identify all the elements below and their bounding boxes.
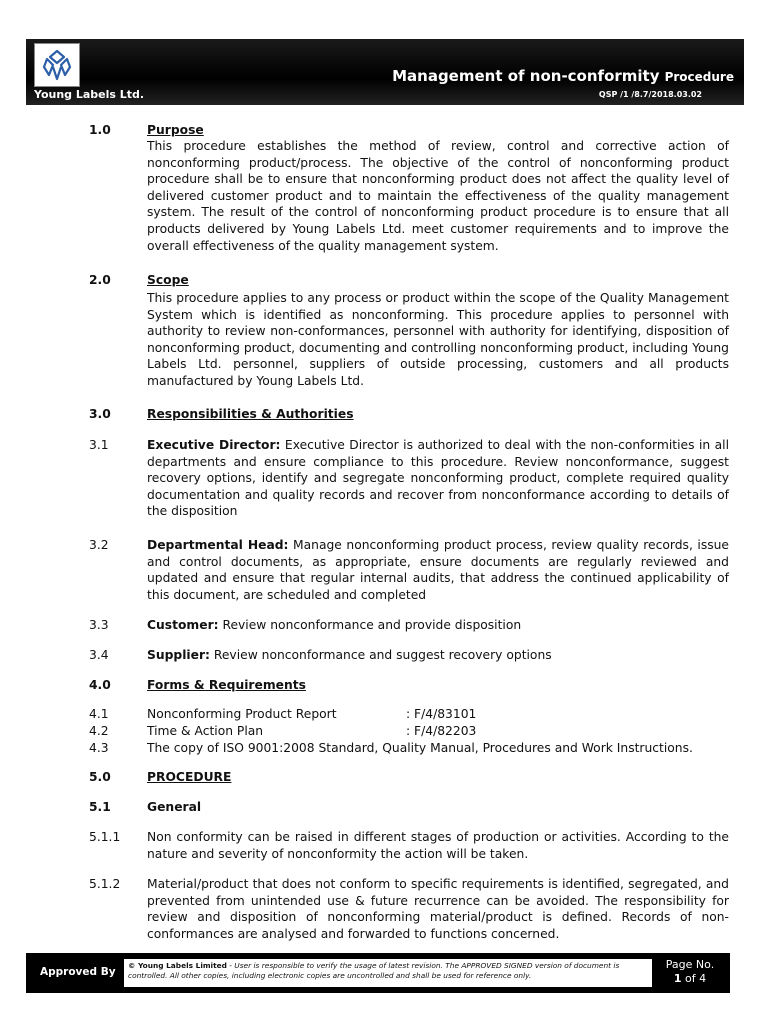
document-type: Procedure	[664, 70, 734, 84]
clause-text: Non conformity can be raised in different stages of production or activities. According to the nature and severity of nonconformity the action will be taken.	[147, 830, 729, 861]
document-reference: QSP /1 /8.7/2018.03.02	[598, 90, 702, 99]
role-label: Departmental Head:	[147, 538, 289, 552]
role-description: Executive Director is authorized to deal with the non-conformities in all departments and ensure compliance to this procedure. Review nonconformance, suggest recovery options, identify and segregate nonconforming product, complete required quality documentation and quality records and recover from nonconformance according to details of the disposition	[147, 438, 730, 519]
role-label: Customer:	[147, 618, 219, 632]
subsection-heading-general: General	[147, 800, 202, 814]
page-title	[392, 66, 734, 85]
copyright-text: - User is responsible to verify the usage of latest revision. The APPROVED SIGNED version of document is controlled. All other copies, including electronic copies are uncontrolled and shall be used for reference only.	[128, 961, 620, 980]
document-footer	[26, 953, 730, 993]
document-header	[26, 39, 744, 105]
copyright-lead: © Young Labels Limited	[128, 961, 227, 970]
form-name: Nonconforming Product Report	[147, 707, 337, 721]
section-heading-scope: Scope	[147, 273, 189, 287]
company-name: Young Labels Ltd.	[34, 88, 145, 101]
scope-paragraph: This procedure applies to any process or product within the scope of the Quality Management System which is identified as nonconforming. This procedure applies to personnel with authority to review non-conformances, personnel with authority for identifying, disposition of nonconforming product, documenting and controlling nonconforming product, including Young Labels Ltd. personnel, suppliers of outside processing, customers and all products manufactured by Young Labels Ltd.	[147, 291, 729, 388]
role-description: Review nonconformance and suggest recovery options	[209, 648, 552, 662]
section-number: 3.0	[89, 407, 111, 421]
section-number: 1.0	[89, 123, 111, 137]
subsection-number: 3.1	[89, 438, 109, 452]
subsection-number: 3.3	[89, 618, 109, 632]
page-label: Page No.	[665, 958, 715, 971]
responsibility-supplier	[147, 647, 729, 664]
section-heading-forms: Forms & Requirements	[147, 678, 306, 692]
role-label: Executive Director:	[147, 438, 281, 452]
form-name: Time & Action Plan	[147, 724, 264, 738]
copyright-notice	[124, 959, 652, 987]
section-heading-procedure: PROCEDURE	[147, 770, 232, 784]
role-description: Review nonconformance and provide disposition	[218, 618, 522, 632]
subsection-number: 4.3	[89, 741, 109, 755]
form-requirement-text: The copy of ISO 9001:2008 Standard, Quality Manual, Procedures and Work Instructions.	[147, 741, 693, 755]
section-number: 4.0	[89, 678, 111, 692]
section-heading-purpose: Purpose	[147, 123, 204, 137]
clause-number: 5.1.1	[89, 830, 121, 844]
page-number	[654, 958, 726, 986]
subsection-number: 4.2	[89, 724, 109, 738]
responsibility-customer	[147, 617, 729, 634]
purpose-paragraph: This procedure establishes the method of review, control and corrective action of nonconforming product/process. The objective of the control of nonconforming product procedure shall be to ensure that nonconforming product does not affect the quality level of delivered customer product and to maintain the effectiveness of the quality management system. The result of the control of nonconforming product procedure is to ensure that all products delivered by Young Labels Ltd. meet customer requirements and to improve the overall effectiveness of the quality management system.	[147, 139, 729, 253]
section-number: 5.0	[89, 770, 111, 784]
form-code: : F/4/82203	[406, 724, 477, 738]
young-labels-logo-icon	[34, 43, 80, 87]
section-heading-responsibilities: Responsibilities & Authorities	[147, 407, 354, 421]
form-code: : F/4/83101	[406, 707, 477, 721]
subsection-number: 5.1	[89, 800, 111, 814]
subsection-number: 3.2	[89, 538, 109, 552]
role-label: Supplier:	[147, 648, 210, 662]
page-current: 1	[673, 972, 682, 985]
subsection-number: 3.4	[89, 648, 109, 662]
page-total: of 4	[685, 972, 707, 985]
subsection-number: 4.1	[89, 707, 109, 721]
responsibility-executive-director	[147, 437, 729, 520]
role-description: Manage nonconforming product process, review quality records, issue and control documents, as appropriate, ensure documents are regularly reviewed and updated and ensure that regular internal audits, that address the continued applicability of this document, are scheduled and completed	[147, 538, 729, 602]
responsibility-departmental-head	[147, 537, 729, 603]
clause-number: 5.1.2	[89, 877, 121, 891]
section-number: 2.0	[89, 273, 111, 287]
approved-by-label: Approved By	[40, 966, 116, 978]
document-title: Management of non-conformity	[392, 67, 660, 85]
clause-text: Material/product that does not conform to specific requirements is identified, segregated, and prevented from unintended use & future recurrence can be avoided. The responsibility for review and disposition of nonconforming material/product is defined. Records of non-conformances are analysed and forwarded to functions concerned.	[147, 877, 729, 941]
